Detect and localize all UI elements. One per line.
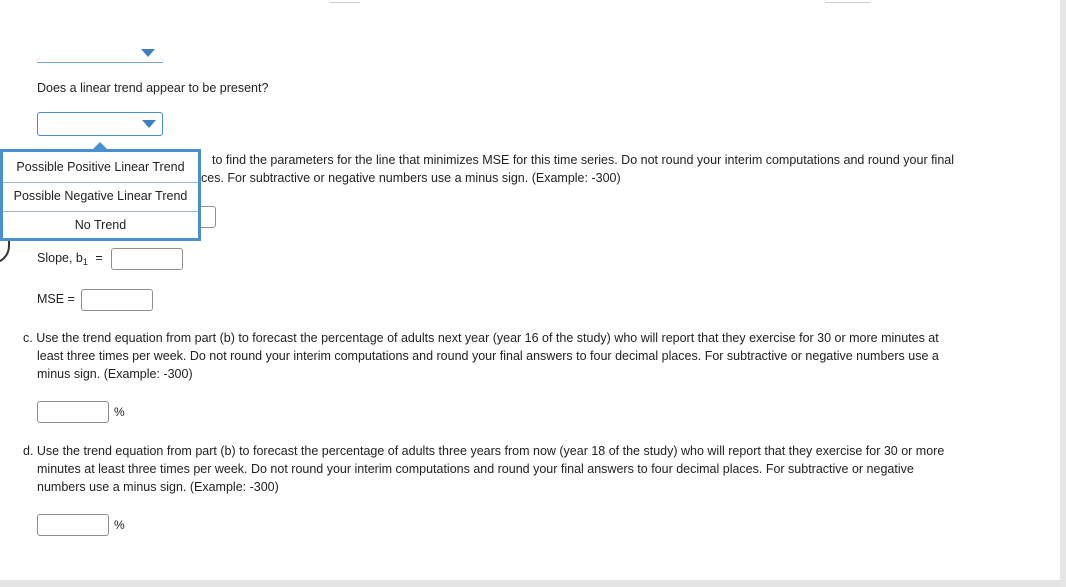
dropdown-underline [37, 62, 163, 63]
slope-subscript: 1 [82, 257, 88, 267]
percent-unit: % [114, 405, 125, 419]
q1-dropdown[interactable] [37, 44, 163, 64]
chevron-down-icon [142, 120, 156, 128]
slope-input[interactable] [111, 248, 183, 270]
slope-equals: = [95, 251, 103, 265]
part-c-line3: minus sign. (Example: -300) [37, 367, 193, 381]
option-no-trend[interactable]: No Trend [74, 218, 127, 232]
part-d-line1: d. Use the trend equation from part (b) to forecast the percentage of adults three years from now (year 18 of the study) who will report that they exercise for 30 or more [23, 444, 945, 458]
option-negative-linear-trend[interactable]: Possible Negative Linear Trend [13, 189, 188, 203]
part-c-line1: c. Use the trend equation from part (b) to forecast the percentage of adults next year (year 16 of the study) who will report that they exercise for 30 or more minutes at [23, 331, 939, 345]
option-positive-linear-trend[interactable]: Possible Positive Linear Trend [16, 160, 185, 174]
slope-label [37, 251, 103, 265]
percent-unit: % [114, 518, 125, 532]
scrollbar-track[interactable] [1060, 0, 1066, 587]
slope-label-text: Slope, b [37, 251, 83, 265]
bottom-edge-bar [0, 580, 1060, 587]
linear-trend-options-popup [0, 149, 201, 241]
linear-trend-dropdown[interactable] [37, 112, 163, 136]
part-d-line2: minutes at least three times per week. Do not round your interim computations and round your final answers to four decimal places. For subtractive or negative [37, 462, 914, 476]
year16-forecast-input[interactable] [37, 401, 109, 423]
year18-forecast-input[interactable] [37, 514, 109, 536]
clipped-top-fragment [825, 0, 870, 3]
mse-label: MSE = [37, 292, 75, 306]
part-d-line3: numbers use a minus sign. (Example: -300) [37, 480, 279, 494]
linear-trend-question: Does a linear trend appear to be present? [37, 81, 269, 95]
part-b-line1: to find the parameters for the line that minimizes MSE for this time series. Do not round your interim computations and round your final [212, 153, 955, 167]
chevron-down-icon [141, 49, 155, 57]
clipped-top-fragment [330, 0, 360, 3]
part-b-line2: ces. For subtractive or negative numbers use a minus sign. (Example: -300) [201, 171, 621, 185]
part-c-line2: least three times per week. Do not round your interim computations and round your final answers to four decimal places. For subtractive or negative numbers use a [37, 349, 939, 363]
mse-input[interactable] [81, 289, 153, 311]
